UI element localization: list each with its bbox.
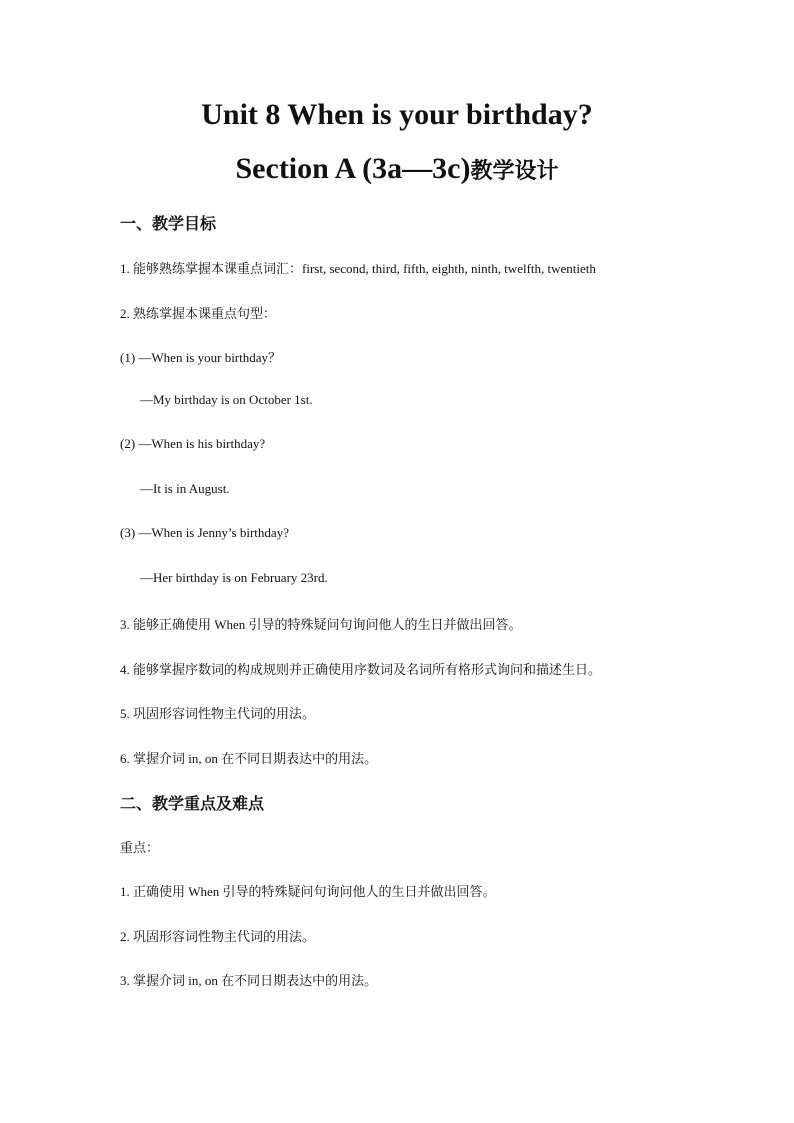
key-point-item: 2. 巩固形容词性物主代词的用法。 — [120, 929, 316, 944]
objective-item: 4. 能够掌握序数词的构成规则并正确使用序数词及名词所有格形式询问和描述生日。 — [120, 662, 602, 677]
subtitle-chinese: 教学设计 — [470, 159, 559, 184]
sentence-pattern-answer: —My birthday is on October 1st. — [140, 392, 313, 407]
sentence-pattern-answer: —Her birthday is on February 23rd. — [140, 570, 328, 585]
objective-item: 3. 能够正确使用 When 引导的特殊疑问句询问他人的生日并做出回答。 — [120, 617, 522, 632]
sentence-pattern-question: (1) —When is your birthday？ — [120, 350, 282, 365]
objective-item: 2. 熟练掌握本课重点句型： — [120, 306, 277, 321]
objective-item: 5. 巩固形容词性物主代词的用法。 — [120, 706, 316, 721]
document-title: Unit 8 When is your birthday? — [201, 98, 593, 131]
objective-item: 1. 能够熟练掌握本课重点词汇：first, second, third, fifth, eighth, ninth, twelfth, twentieth — [120, 261, 596, 276]
objective-item: 6. 掌握介词 in, on 在不同日期表达中的用法。 — [120, 751, 378, 766]
document-subtitle — [0, 152, 794, 186]
sentence-pattern-question: (2) —When is his birthday? — [120, 436, 266, 451]
subtitle-english: Section A (3a—3c) — [235, 152, 471, 185]
sentence-pattern-answer: —It is in August. — [140, 481, 230, 496]
key-points-label: 重点： — [120, 840, 160, 855]
section-heading-key-points: 二、教学重点及难点 — [120, 794, 265, 813]
key-point-item: 3. 掌握介词 in, on 在不同日期表达中的用法。 — [120, 973, 378, 988]
section-heading-objectives: 一、教学目标 — [120, 214, 217, 233]
sentence-pattern-question: (3) —When is Jenny’s birthday? — [120, 525, 289, 540]
key-point-item: 1. 正确使用 When 引导的特殊疑问句询问他人的生日并做出回答。 — [120, 884, 496, 899]
